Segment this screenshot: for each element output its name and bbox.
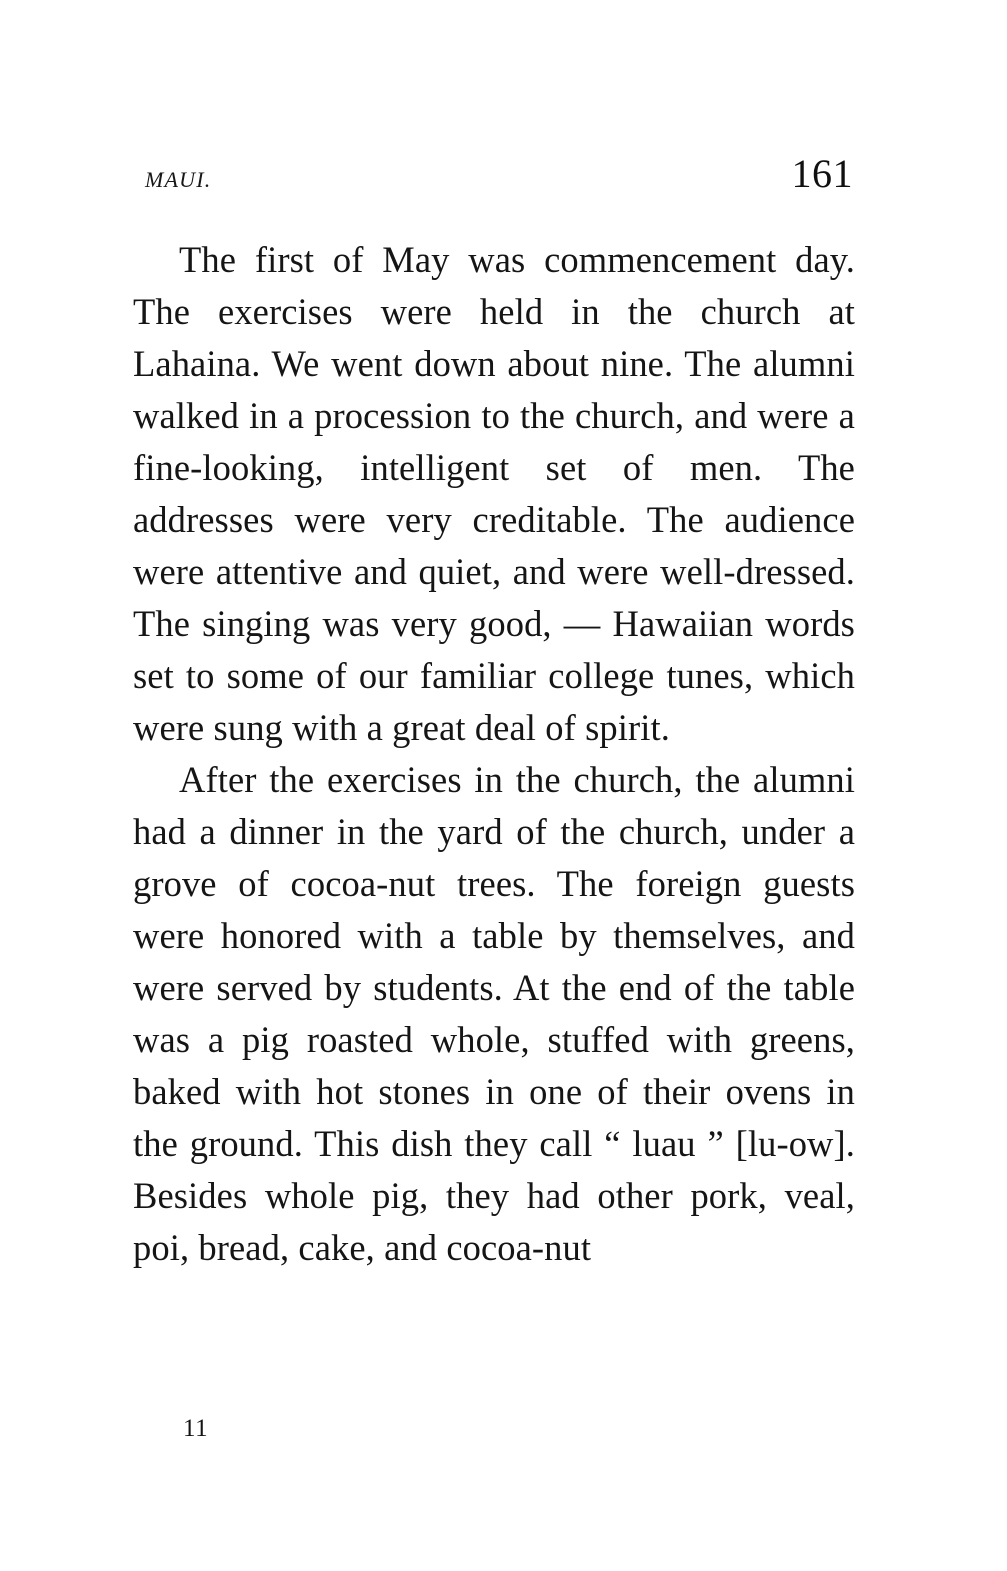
page-content xyxy=(133,150,855,1274)
running-head: MAUI. xyxy=(145,167,212,192)
body-text xyxy=(133,234,855,1274)
page-header xyxy=(133,150,855,210)
paragraph-text: The first of May was commencement day. The exercises were held in the church at Lahaina. We went down about nine. The alumni walked in a procession to the church, and were a fine-looking, intelligent set of men. The addresses were very creditable. The audience were attentive and quiet, and were well-dressed. The singing was very good, — Hawaiian words set to some of our familiar college tunes, which were sung with a great deal of spirit. xyxy=(133,239,855,748)
signature-mark: 11 xyxy=(183,1415,209,1442)
page-number: 161 xyxy=(791,151,853,196)
paragraph xyxy=(133,234,855,754)
paragraph-text: After the exercises in the church, the alumni had a dinner in the yard of the church, under a grove of cocoa-nut trees. The foreign guests were honored with a table by themselves, and were served by students. At the end of the table was a pig roasted whole, stuffed with greens, baked with hot stones in one of their ovens in the ground. This dish they call “ luau ” [lu-ow]. Besides whole pig, they had other pork, veal, poi, bread, cake, and cocoa-nut xyxy=(133,759,855,1268)
paragraph xyxy=(133,754,855,1274)
